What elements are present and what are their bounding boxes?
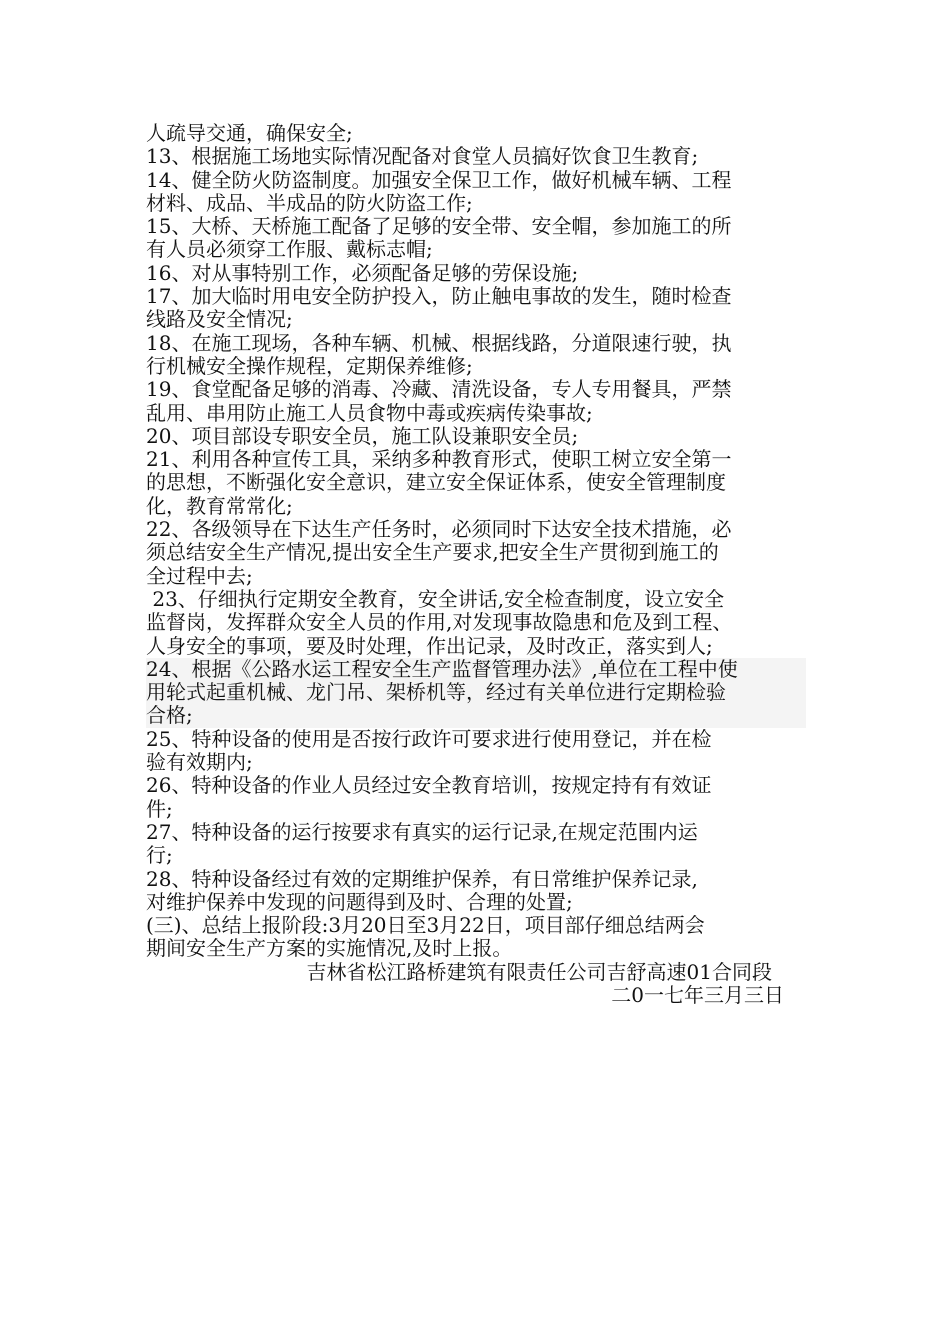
text-line: 有人员必须穿工作服、戴标志帽; xyxy=(146,237,433,262)
text-line: 乱用、串用防止施工人员食物中毒或疾病传染事故; xyxy=(146,400,593,425)
text-line: 14、健全防火防盗制度。加强安全保卫工作，做好机械车辆、工程 xyxy=(146,167,732,192)
text-line: 行机械安全操作规程，定期保养维修; xyxy=(146,353,473,378)
text-line: 人身安全的事项，要及时处理，作出记录，及时改正，落实到人; xyxy=(146,633,713,658)
text-line: 行; xyxy=(146,843,173,868)
text-line: 17、加大临时用电安全防护投入，防止触电事故的发生，随时检查 xyxy=(146,284,732,309)
text-line: 13、根据施工场地实际情况配备对食堂人员搞好饮食卫生教育; xyxy=(146,144,699,169)
text-line: 28、特种设备经过有效的定期维护保养，有日常维护保养记录, xyxy=(146,866,698,891)
text-line: 化，教育常常化; xyxy=(146,493,293,518)
text-line: 须总结安全生产情况,提出安全生产要求,把安全生产贯彻到施工的 xyxy=(146,540,719,565)
text-line-highlighted: 合格; xyxy=(146,704,806,727)
text-line: 22、各级领导在下达生产任务时，必须同时下达安全技术措施，必 xyxy=(146,517,732,542)
text-line: 21、利用各种宣传工具，采纳多种教育形式，使职工树立安全第一 xyxy=(146,447,732,472)
text-line: 验有效期内; xyxy=(146,750,253,775)
text-line: 20、项目部设专职安全员，施工队设兼职安全员; xyxy=(146,423,579,448)
document-date: 二0一七年三月三日 xyxy=(611,982,784,1007)
text-line: 16、对从事特别工作，必须配备足够的劳保设施; xyxy=(146,260,579,285)
text-line: 线路及安全情况; xyxy=(146,307,293,332)
text-line: 19、食堂配备足够的消毒、冷藏、清洗设备，专人专用餐具，严禁 xyxy=(146,377,732,402)
text-line: 人疏导交通，确保安全; xyxy=(146,121,353,145)
text-line: 全过程中去; xyxy=(146,563,253,588)
text-line: 25、特种设备的使用是否按行政许可要求进行使用登记，并在检 xyxy=(146,726,712,751)
text-line-highlighted: 24、根据《公路水运工程安全生产监督管理办法》,单位在工程中使 xyxy=(146,658,806,681)
company-signature: 吉林省松江路桥建筑有限责任公司吉舒高速01合同段 xyxy=(306,959,772,984)
text-line-highlighted: 用轮式起重机械、龙门吊、架桥机等，经过有关单位进行定期检验 xyxy=(146,681,806,704)
text-line: 18、在施工现场，各种车辆、机械、根据线路，分道限速行驶，执 xyxy=(146,330,732,355)
text-line: 26、特种设备的作业人员经过安全教育培训，按规定持有有效证 xyxy=(146,773,712,798)
text-line: 期间安全生产方案的实施情况,及时上报。 xyxy=(146,936,513,961)
document-body xyxy=(146,122,806,1007)
text-line: 27、特种设备的运行按要求有真实的运行记录,在规定范围内运 xyxy=(146,819,698,844)
text-line: 23、仔细执行定期安全教育，安全讲话,安全检查制度，设立安全 xyxy=(146,586,725,611)
text-line: 件; xyxy=(146,796,173,821)
text-line: 材料、成品、半成品的防火防盗工作; xyxy=(146,190,473,215)
text-line: 监督岗，发挥群众安全人员的作用,对发现事故隐患和危及到工程、 xyxy=(146,610,733,635)
text-line: 对维护保养中发现的问题得到及时、合理的处置; xyxy=(146,889,573,914)
text-line: 15、大桥、天桥施工配备了足够的安全带、安全帽，参加施工的所 xyxy=(146,214,732,239)
text-line: 的思想，不断强化安全意识，建立安全保证体系，使安全管理制度 xyxy=(146,470,726,495)
text-line: (三)、总结上报阶段:3月20日至3月22日，项目部仔细总结两会 xyxy=(146,913,705,938)
